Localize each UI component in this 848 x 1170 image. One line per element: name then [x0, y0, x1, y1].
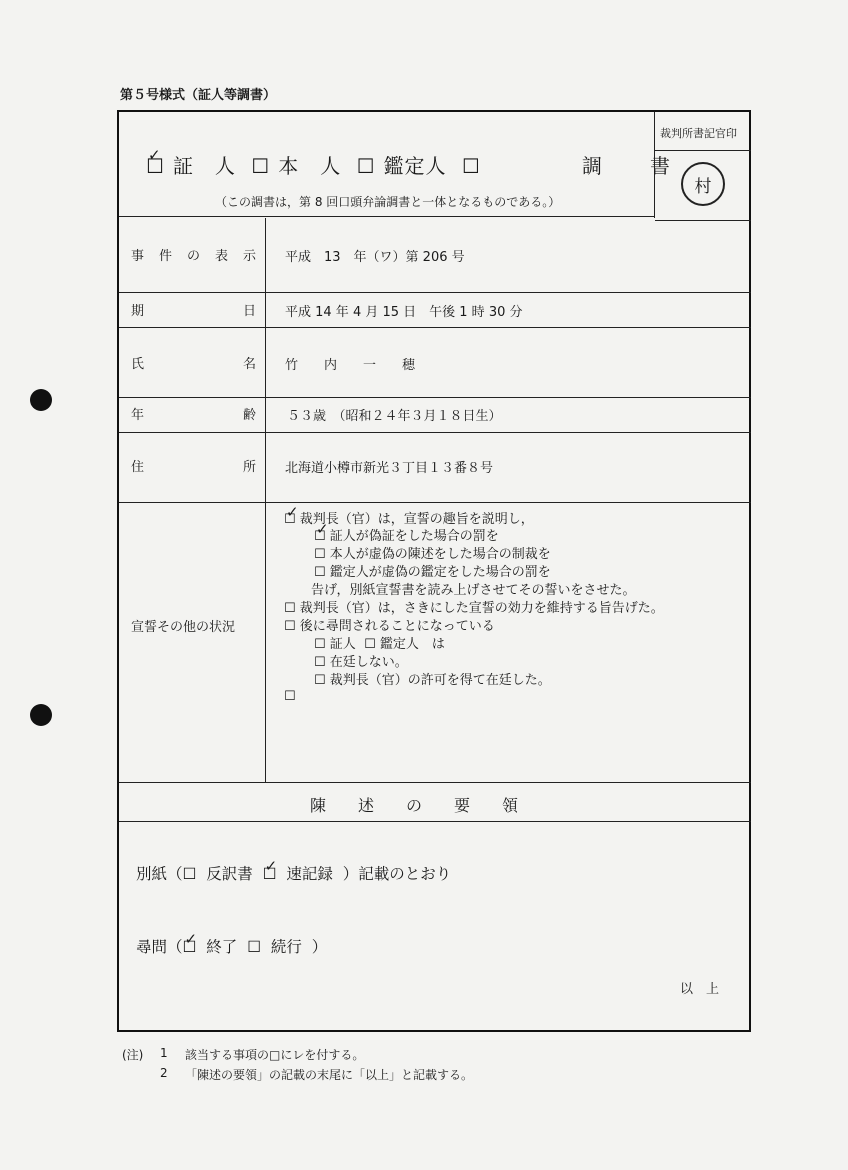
checkbox-party[interactable]: ☐ — [251, 154, 271, 178]
divider — [655, 220, 751, 221]
divider — [119, 327, 751, 328]
age-value: ５３歳 （昭和２４年３月１８日生） — [287, 409, 502, 424]
divider — [119, 502, 751, 503]
checkbox-expert-penalty[interactable]: ☐ — [314, 565, 326, 580]
divider — [119, 292, 751, 293]
note-1: 該当する事項の□にレを付する。 — [185, 1048, 365, 1062]
divider — [119, 821, 751, 822]
checkbox-party-sanction[interactable]: ☐ — [314, 547, 326, 562]
divider — [119, 782, 751, 783]
oath-line-2: 告げ，別紙宣誓書を読み上げさせてその誓いをさせた。 — [311, 583, 636, 598]
session-note: （この調書は，第 8 回口頭弁論調書と一体となるものである。） — [215, 195, 561, 209]
checkbox-later-witness[interactable]: ☐ — [314, 637, 326, 652]
date-label-left: 期 — [131, 304, 145, 319]
name-value: 竹 内 一 穂 — [285, 358, 416, 373]
checkbox-other[interactable]: ☐ — [461, 154, 481, 178]
note-1-number: 1 — [160, 1046, 168, 1060]
checkbox-perjury-penalty[interactable]: ☐ ✓ — [314, 528, 326, 546]
divider — [265, 218, 266, 782]
oath-sub-5: ☐ 在廷しない。 — [314, 655, 408, 670]
age-label-left: 年 — [131, 408, 145, 423]
witness-type-options — [146, 150, 497, 179]
title-suffix: 調 書 — [582, 154, 684, 178]
option-party-label: 本 人 — [278, 154, 342, 178]
checkbox-exam-finished[interactable]: ☐ ✓ — [183, 938, 197, 956]
date-value: 平成 14 年 4 月 15 日 午後 1 時 30 分 — [285, 305, 523, 320]
oath-sub-6: ☐ 裁判長（官）の許可を得て在廷した。 — [314, 673, 551, 688]
name-label-right: 名 — [243, 357, 257, 372]
checkbox-present-with-permission[interactable]: ☐ — [314, 673, 326, 688]
binder-hole — [30, 389, 52, 411]
checkbox-expert[interactable]: ☐ — [356, 154, 376, 178]
checkbox-transcript-translation[interactable]: ☐ — [182, 865, 197, 883]
end-mark: 以 上 — [680, 982, 720, 997]
date-label-right: 日 — [243, 304, 257, 319]
divider — [119, 216, 655, 217]
option-witness-label: 証 人 — [172, 154, 236, 178]
case-label: 事 件 の 表 示 — [131, 249, 258, 264]
form-number-label: 第５号様式（証人等調書） — [120, 88, 277, 103]
checkbox-witness[interactable]: ☐ ✓ — [146, 154, 165, 178]
oath-line-5 — [284, 688, 296, 706]
checkbox-not-present[interactable]: ☐ — [314, 655, 326, 670]
checkbox-oath-other[interactable]: ☐ — [284, 689, 296, 704]
note-2-number: 2 — [160, 1066, 168, 1080]
note-2: 「陳述の要領」の記載の末尾に「以上」と記載する。 — [185, 1068, 474, 1082]
case-value: 平成 13 年（ワ）第 206 号 — [285, 250, 465, 265]
oath-line-1: ☐ ✓ 裁判長（官）は，宣誓の趣旨を説明し， — [284, 511, 534, 529]
oath-sub-1: ☐ ✓ 証人が偽証をした場合の罰を — [314, 528, 499, 546]
checkbox-stenographic-record[interactable]: ☐ ✓ — [263, 865, 277, 883]
age-label-right: 齢 — [243, 408, 257, 423]
attachment-line: 別紙（☐ 反訳書 ☐ ✓ 速記録 ）記載のとおり — [136, 862, 451, 884]
oath-line-3: ☐ 裁判長（官）は，さきにした宣誓の効力を維持する旨告げた。 — [284, 601, 664, 616]
oath-sub-4: ☐ 証人 ☐ 鑑定人 は — [314, 637, 445, 652]
address-value: 北海道小樽市新光３丁目１３番８号 — [285, 461, 494, 476]
seal-label: 裁判所書記官印 — [660, 127, 737, 140]
checkbox-later-expert[interactable]: ☐ — [364, 637, 376, 652]
oath-sub-3: ☐ 鑑定人が虚偽の鑑定をした場合の罰を — [314, 565, 551, 580]
option-expert-label: 鑑定人 — [383, 154, 447, 178]
checkbox-oath-explained[interactable]: ☐ ✓ — [284, 511, 296, 529]
examination-line: 尋問（☐ ✓ 終了 ☐ 続行 ） — [136, 935, 327, 957]
oath-line-4: ☐ 後に尋問されることになっている — [284, 619, 495, 634]
clerk-seal-stamp: 村 — [681, 162, 725, 206]
divider — [119, 397, 751, 398]
statement-header: 陳 述 の 要 領 — [310, 796, 519, 815]
checkbox-later-examined[interactable]: ☐ — [284, 619, 296, 634]
address-label-right: 所 — [243, 460, 257, 475]
checkbox-exam-continued[interactable]: ☐ — [247, 938, 262, 956]
name-label-left: 氏 — [131, 357, 145, 372]
oath-label: 宣誓その他の状況 — [131, 620, 236, 635]
divider — [119, 432, 751, 433]
binder-hole — [30, 704, 52, 726]
note-prefix: (注) — [122, 1048, 144, 1062]
address-label-left: 住 — [131, 460, 145, 475]
checkbox-oath-maintained[interactable]: ☐ — [284, 601, 296, 616]
oath-sub-2: ☐ 本人が虚偽の陳述をした場合の制裁を — [314, 547, 551, 562]
